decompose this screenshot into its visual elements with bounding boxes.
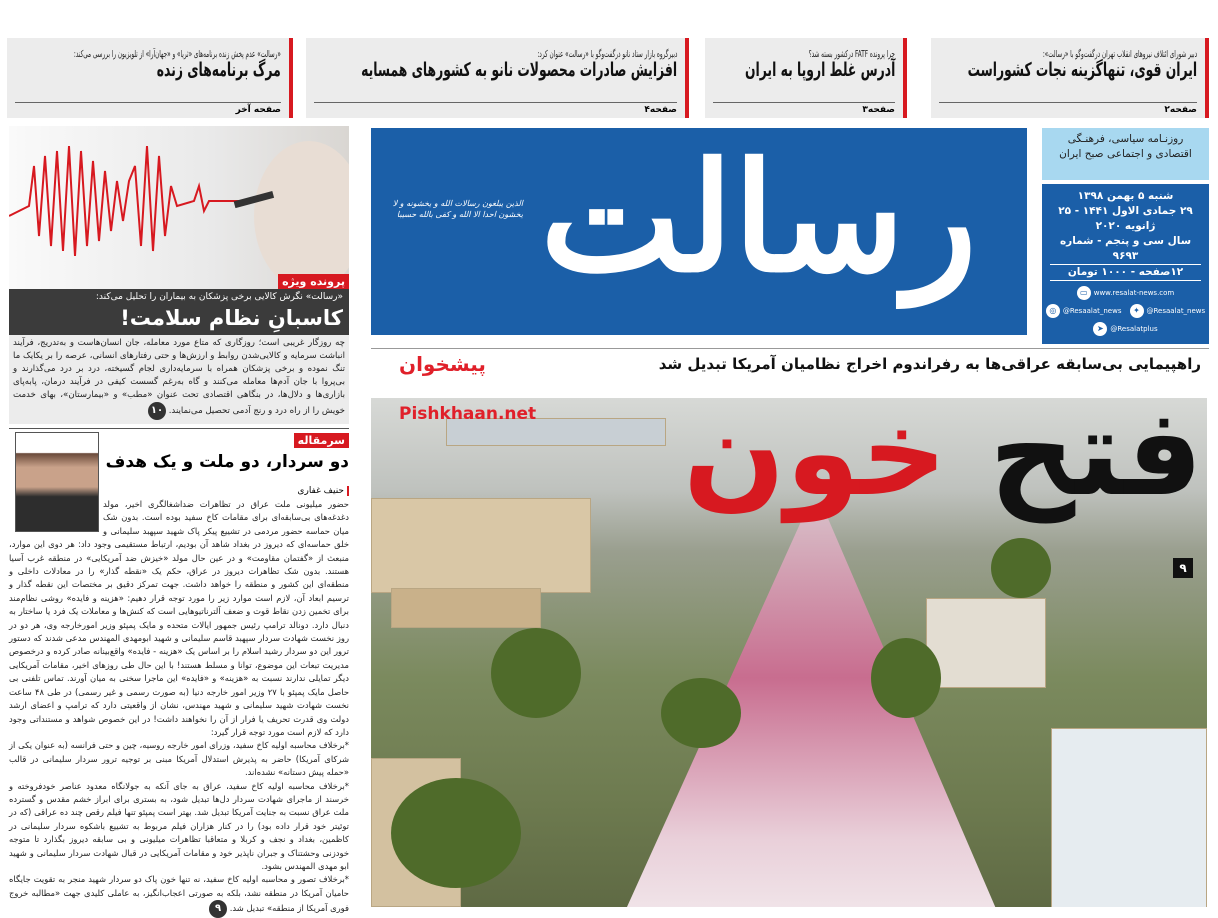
teaser-page: صفحه۴ [315,102,678,115]
feature-headline-box[interactable] [10,289,350,335]
tree [872,638,942,718]
teaser-headline: ایران قوی، تنهاگزینه نجات کشوراست [968,59,1198,81]
left-column [10,126,350,918]
building [392,588,542,628]
website-link[interactable]: www.resalat-news.com [1094,289,1176,297]
masthead-motto: الذین یبلغون رسالات الله و یخشونه و لا یخشون احدا الا الله و کفی بالله حسیبا [393,199,524,219]
teaser-kicker: «رسالت» عدم پخش زنده برنامه‌های «ثریا» و «جهان‌آرا» از تلویزیون را بررسی می‌کند: [75,49,282,60]
heartbeat-line-icon [10,126,350,289]
editorial-paragraph: *برخلاف محاسبه اولیه کاخ سفید، عراق به جای آنکه به جولانگاه معدود عناصر خودفروخته و خرسند از ماجرای شهادت سردار دل‌ها تبدیل شود، به بستری برای ابراز خشم مقدس و گسترده ملت عراق نسبت به جنایت آمریکا تبدیل شد. بهتر است پمپئو تنها فیلم رقص چند ده عراقی (که در توئیتر خود قرار داده بود) را در کنار هزاران فیلم مربوط به تشییع باشکوه سردار سلیمانی در کاظمین، بغداد و نجف و کربلا و متعاقبا تظاهرات میلیونی و بی سابقه دیروز بگذارد تا متوجه خودزنی وحشتناک و جبران ناپذیر خود و مقامات آمریکایی در قبال شهادت سردار سلیمانی و شهید ابو مهدی المهندس بشود. [10,780,350,871]
teaser-page: صفحه۳ [714,102,896,115]
teaser-headline: مرگ برنامه‌های زنده [158,59,282,81]
editorial-paragraph: حضور میلیونی ملت عراق در تظاهرات ضداشغالگری اخیر، مولد دغدغه‌های بی‌سابقه‌ای برای مقامات کاخ سفید بوده است. بدون شک میان حماسه حضور مردمی در تشییع پیکر پاک شهید سپهبد سلیمانی و خلق حماسه‌ای که دیروز در بغداد شاهد آن بودیم، ارتباط مستقیمی وجود داد: هر دوی این موارد، منبعث از «گفتمان مقاومت» و در عین حال مولد «خیزش ضد آمریکایی» در منطقه غرب آسیا هستند. بدون شک تظاهرات دیروز در عراق، حکم یک «نقطه گذار» را در معادلات داخلی و منطقه‌ای این کشور و منطقه را خواهد داشت. جهت تمرکز دقیق بر مختصات این نقطه گذار و ترسیم ابعاد آن، لازم است موارد زیر را مورد توجه قرار دهیم: «هزینه و فایده» روشی نظام‌مند برای تخمین زدن نقاط قوت و ضعف آلترناتیوهایی است که کنش‌ها و معاملات یک فرد یا ساختار به دنبال دارد. دونالد ترامپ رئیس جمهور ایالات متحده و مایک پمپئو وزیر امورخارجه وی، هر دو در روز نخست شهادت سردار سپهبد قاسم سلیمانی و شهید ابومهدی المهندس مدعی شدند که دستور ترور این دو سردار رشید اسلام را بر اساس یک «هزینه - فایده» واقع‌بینانه صادر کرده و درخصوص مدیریت تبعات این موضوع، توانا و مسلط هستند! با این حال طی روزهای اخیر، مقامات آمریکایی دیگر تمایلی ندارند نسبت به «هزینه» و «فایده» این ماجرا سخنی به میان آورند. تماس تلفنی بی حاصل مایک پمپئو با ۲۷ وزیر امور خارجه دنیا (به صورت رسمی و غیر رسمی) در طی ۴۸ ساعت نخست شهادت شهید سلیمانی و شهید مهندس، نشان از واقعیتی دارد که ترامپ و اعضای ارشد دولت وی قدرت تحریف یا فرار از آن را نخواهند داشت! در این خصوص شواهد و مستنداتی وجود دارد که لازم است مورد توجه قرار گیرد: [10,499,350,737]
teaser-page-2[interactable] [932,38,1210,118]
tagline-box [1043,128,1210,180]
twitter-handle[interactable]: @Resaalat_news [1147,307,1207,315]
editorial [10,428,350,918]
feature-body [10,335,350,424]
teaser-headline: افزایش صادرات محصولات نانو به کشورهای همسایه [362,59,678,81]
teaser-headline: آدرس غلط اروپا به ایران [745,59,896,81]
divider [372,348,1210,349]
instagram-icon: ◎ [1047,304,1061,318]
masthead-logo: رسالت [541,130,978,306]
main-headline[interactable] [684,382,1204,526]
main-page-number: ۹ [1174,558,1194,578]
main-kicker: راهپیمایی بی‌سابقه عراقی‌ها به رفراندوم اخراج نظامیان آمریکا تبدیل شد [659,355,1202,373]
building [1052,728,1208,907]
watermark-logo: پیشخوان [400,352,487,376]
editorial-author: حنیف غفاری [298,486,350,496]
telegram-handle[interactable]: @Resalatplus [1111,325,1159,333]
editorial-headline: دو سردار، دو ملت و یک هدف [106,452,350,472]
teaser-kicker: چرا پرونده FATF درکشور بسته شد؟ [809,49,896,60]
feature-text: چه روزگار غریبی است؛ روزگاری که متاع مورد معامله، جان انسان‌هاست و به‌تدریج، فرآیند انباشت سرمایه و کالایی‌شدن روابط و ارزش‌ها و حتی رفتارهای انسانی، عرصه را بر یکایک ما تنگ نموده و برخی پزشکان همراه با سرمایه‌داری لجام گسیخته، درد بر درد می‌گذارند و بی‌پروا با جان آدم‌ها معامله می‌کنند و گاه به‌رغم گسست کیفی در فرآیند درمان، پابه‌پای بازاری‌ها و دلال‌ها، در بنگاهی اقتصادی تحت عنوان «مطب» و «بیمارستان»، بهای خدمت خویش را از راه درد و رنج آدمی تحصیل می‌نمایند. [14,338,346,416]
feature-kicker: «رسالت» نگرش کالایی برخی پزشکان به بیماران را تحلیل می‌کند: [96,292,344,302]
tagline-line-2: اقتصادی و اجتماعی صبح ایران [1060,148,1193,160]
teaser-page: صفحه۲ [940,102,1198,115]
issue-info-box [1043,184,1210,344]
price: ۱۲صفحه - ۱۰۰۰ تومان [1051,265,1202,281]
tree [392,778,522,888]
tagline-line-1: روزنـامه سیاسی، فرهنـگی [1068,133,1185,145]
masthead [372,128,1028,335]
watermark-url: Pishkhaan.net [400,404,538,424]
headline-red-word: خون [684,384,949,523]
teaser-kicker: دبیرگروه بازار ستاد نانو درگفت‌وگو با «رسالت» عنوان کرد: [537,49,678,60]
feature-headline: کاسبانِ نظام سلامت! [121,306,344,330]
instagram-handle[interactable]: @Resaalat_news [1063,307,1123,315]
teaser-page-4[interactable] [307,38,690,118]
date-lunar-gregorian: ۲۹ جمادی الاول ۱۴۴۱ - ۲۵ ژانویه ۲۰۲۰ [1059,205,1194,232]
editorial-label: سرمقاله [295,433,350,448]
feature-page-number: ۱۰ [149,402,167,420]
twitter-icon: ✦ [1131,304,1145,318]
tree [492,628,582,718]
issue-number: سال سی و پنجم - شماره ۹۶۹۳ [1051,234,1202,265]
teaser-page: صفحه آخر [16,102,282,115]
editorial-paragraph: *برخلاف تصور و محاسبه اولیه کاخ سفید، نه تنها خون پاک دو سردار شهید منجر به تقویت جایگاه حامیان آمریکا در منطقه نشد، بلکه به صورتی اعجاب‌انگیز، به عاملی کلیدی جهت «مطالبه خروج فوری آمریکا از منطقه» تبدیل شد. [10,874,350,914]
date-solar: شنبه ۵ بهمن ۱۳۹۸ [1078,190,1175,202]
teaser-kicker: دبیر شورای ائتلاف نیروهای انقلاب تهران درگفت‌وگو با «رسالت»: [1043,49,1198,60]
tree [992,538,1052,598]
building [372,498,592,593]
website-icon: ▭ [1078,286,1092,300]
feature-label: پرونده ویژه [279,274,350,289]
teaser-page-3[interactable] [706,38,908,118]
tree [662,678,742,748]
telegram-icon: ➤ [1094,322,1108,336]
editorial-paragraph: *برخلاف محاسبه اولیه کاخ سفید، وزرای امور خارجه روسیه، چین و حتی فرانسه (به عنوان یکی از شرکای آمریکا) حاضر به پذیرش استدلال آمریکا مبنی بر توجیه ترور سردار سلیمانی در قالب «حمله پیش دستانه» نشده‌اند. [10,740,350,778]
teaser-last-page[interactable] [8,38,294,118]
editorial-page-number: ۹ [210,900,228,918]
building [927,598,1047,688]
author-photo [16,432,100,532]
headline-black-word: فتح [989,384,1204,523]
heartbeat-photo [10,126,350,289]
